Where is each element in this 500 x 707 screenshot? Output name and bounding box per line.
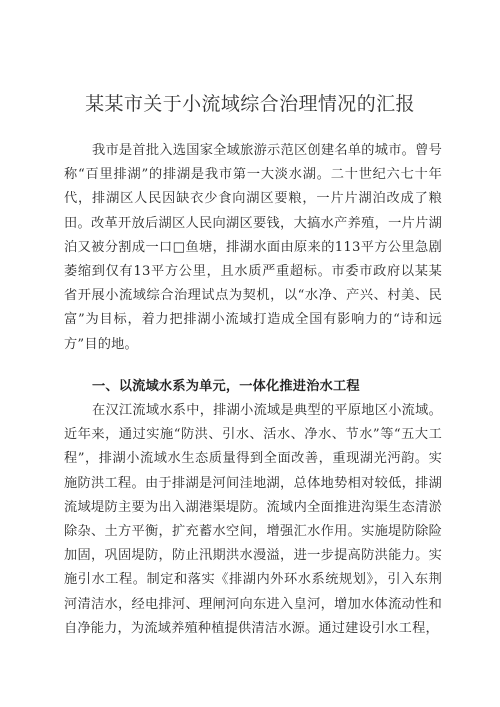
section-1-paragraph: 在汉江流域水系中，排湖小流域是典型的平原地区小流域。近年来，通过实施“防洪、引水、活水、净水、节水”等“五大工程”，排湖小流域水生态质量得到全面改善，重现湖光沔韵。实施防洪工程。由于排湖是河间洼地湖，总体地势相对较低，排湖流域堤防主要为出入湖港渠堤防。流域内全面推进沟渠生态清淤除杂、土方平衡，扩充蓄水空间，增强汇水作用。实施堤防除险加固，巩固堤防，防止汛期洪水漫溢，进一步提高防洪能力。实施引水工程。制定和落实《排湖内外环水系统规划》，引入东荆河清洁水，经电排河、理闸河向东进入皇河，增加水体流动性和自净能力，为流域养殖种植提供清洁水源。通过建设引水工程， xyxy=(64,403,442,636)
intro-paragraph: 我市是首批入选国家全域旅游示范区创建名单的城市。曾号称“百里排湖”的排湖是我市第一大淡水湖。二十世纪六七十年代，排湖区人民因缺衣少食向湖区要粮，一片片湖泊改成了粮田。改革开放后湖区人民向湖区要钱，大搞水产养殖，一片片湖泊又被分割成一口□鱼塘，排湖水面由原来的113平方公里急剧萎缩到仅有13平方公里，且水质严重超标。市委市政府以某某省开展小流域综合治理试点为契机，以“水净、产兴、村美、民富”为目标，着力把排湖小流域打造成全国有影响力的“诗和远方”目的地。 xyxy=(64,143,442,352)
section-heading-1: 一、以流域水系为单元，一体化推进治水工程 xyxy=(92,379,360,394)
document-title: 某某市关于小流域综合治理情况的汇报 xyxy=(85,93,415,115)
